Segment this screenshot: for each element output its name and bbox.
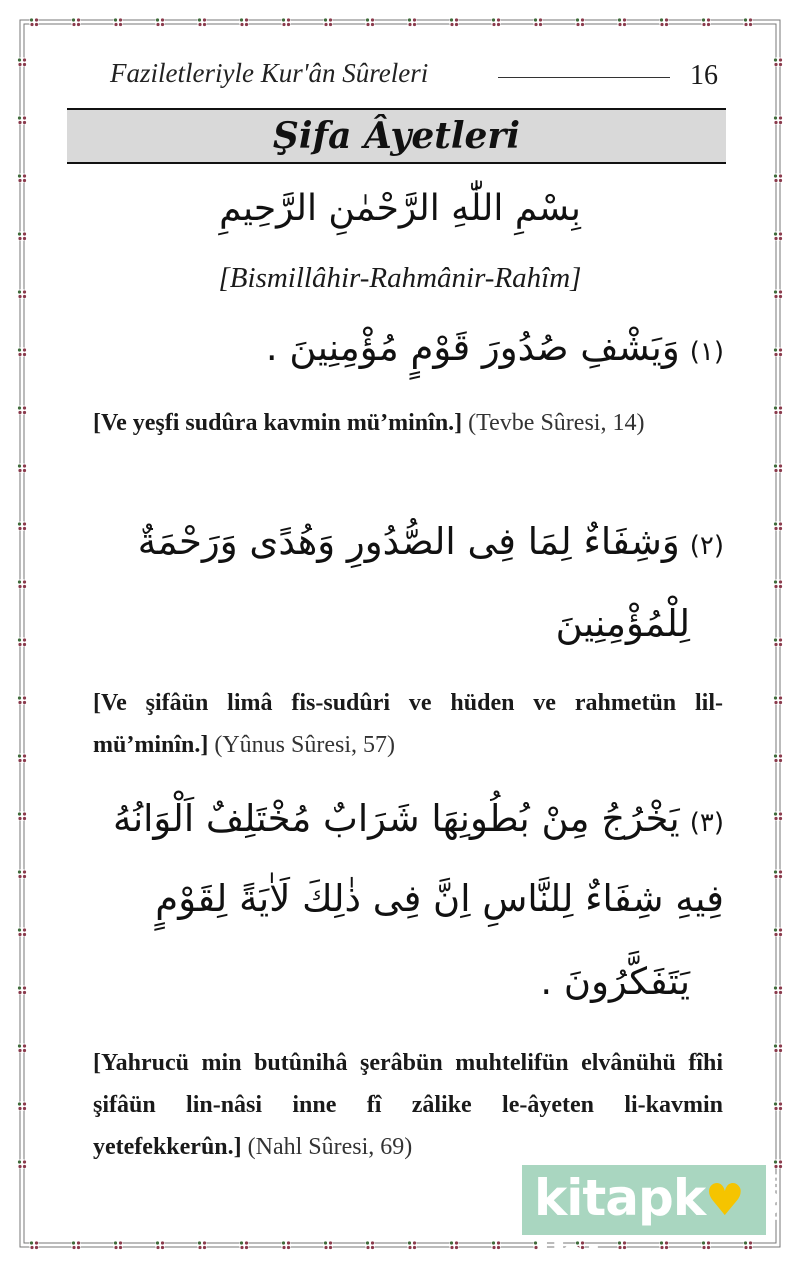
border-flower xyxy=(743,17,753,27)
border-flower xyxy=(533,17,543,27)
border-flower xyxy=(71,1240,81,1250)
border-flower xyxy=(17,1101,27,1111)
verse-2-transliteration: [Ve şifâün limâ fis-sudûri ve hüden ve rahmetün lil-mü’minîn.] (Yûnus Sûresi, 57) xyxy=(93,690,723,758)
border-flower xyxy=(323,1240,333,1250)
verse-2-number: (٢) xyxy=(689,531,724,561)
border-flower xyxy=(449,17,459,27)
border-flower xyxy=(17,463,27,473)
running-title: Faziletleriyle Kur'ân Sûreleri xyxy=(110,58,429,88)
border-flower xyxy=(17,695,27,705)
watermark-logo: kitapk♥lbi .com xyxy=(522,1165,766,1235)
border-flower xyxy=(659,17,669,27)
border-flower xyxy=(17,753,27,763)
border-flower xyxy=(17,869,27,879)
verse-3-arabic-line-3: يَتَفَكَّرُونَ . xyxy=(540,960,690,1003)
border-flower xyxy=(239,17,249,27)
border-flower xyxy=(491,17,501,27)
border-flower xyxy=(17,347,27,357)
border-flower xyxy=(197,17,207,27)
verse-3-arabic-line-2: فِيهِ شِفَاءٌ لِلنَّاسِ اِنَّ فِى ذٰلِكَ لَاٰيَةً لِقَوْمٍ xyxy=(155,877,724,920)
heart-icon: ♥ xyxy=(705,1175,744,1226)
page-number: 16 xyxy=(690,60,718,91)
border-flower xyxy=(29,1240,39,1250)
border-flower xyxy=(281,1240,291,1250)
border-flower xyxy=(197,1240,207,1250)
border-flower xyxy=(773,579,783,589)
border-flower xyxy=(773,405,783,415)
basmala-arabic: بِسْمِ اللّٰهِ الرَّحْمٰنِ الرَّحِيمِ xyxy=(219,188,581,229)
border-flower xyxy=(701,17,711,27)
border-flower xyxy=(773,811,783,821)
border-flower xyxy=(575,17,585,27)
border-flower xyxy=(155,17,165,27)
border-flower xyxy=(155,1240,165,1250)
border-flower xyxy=(365,1240,375,1250)
border-flower xyxy=(113,1240,123,1250)
border-flower xyxy=(17,521,27,531)
border-flower xyxy=(773,463,783,473)
border-flower xyxy=(281,17,291,27)
verse-3-arabic-line-1: (٣)يَخْرُجُ مِنْ بُطُونِهَا شَرَابٌ مُخْتَلِفٌ اَلْوَانُهُ xyxy=(113,797,724,840)
chapter-title: Şifa Âyetleri xyxy=(272,115,521,157)
border-flower xyxy=(773,637,783,647)
border-flower xyxy=(17,637,27,647)
border-flower xyxy=(773,347,783,357)
border-flower xyxy=(773,1159,783,1169)
border-flower xyxy=(17,985,27,995)
verse-2-arabic-line-2: لِلْمُؤْمِنِينَ xyxy=(555,602,690,645)
border-flower xyxy=(113,17,123,27)
verse-3-number: (٣) xyxy=(689,808,724,838)
border-flower xyxy=(773,753,783,763)
border-flower xyxy=(17,1043,27,1053)
border-flower xyxy=(449,1240,459,1250)
border-flower xyxy=(773,1043,783,1053)
border-flower xyxy=(17,115,27,125)
border-flower xyxy=(17,927,27,937)
verse-2-arabic-line-1: (٢)وَشِفَاءٌ لِمَا فِى الصُّدُورِ وَهُدًى وَرَحْمَةٌ xyxy=(137,520,724,563)
border-flower xyxy=(407,17,417,27)
border-flower xyxy=(617,17,627,27)
verse-1-transliteration: [Ve yeşfi sudûra kavmin mü’minîn.] (Tevbe Sûresi, 14) xyxy=(93,410,645,436)
border-flower xyxy=(17,173,27,183)
border-flower xyxy=(773,231,783,241)
verse-1-number: (١) xyxy=(689,337,724,367)
verse-1-arabic-line-1: (١)وَيَشْفِ صُدُورَ قَوْمٍ مُؤْمِنِينَ . xyxy=(265,326,724,369)
border-flower xyxy=(773,869,783,879)
border-flower xyxy=(773,173,783,183)
verse-3-source: (Nahl Sûresi, 69) xyxy=(247,1134,413,1160)
basmala-transliteration: [Bismillâhir-Rahmânir-Rahîm] xyxy=(218,262,582,294)
border-flower xyxy=(491,1240,501,1250)
border-flower xyxy=(17,57,27,67)
border-flower xyxy=(17,405,27,415)
border-flower xyxy=(365,17,375,27)
border-flower xyxy=(773,521,783,531)
header-rule xyxy=(498,77,670,78)
border-flower xyxy=(773,695,783,705)
border-flower xyxy=(773,115,783,125)
border-flower xyxy=(239,1240,249,1250)
verse-1-source: (Tevbe Sûresi, 14) xyxy=(468,410,645,436)
border-flower xyxy=(323,17,333,27)
border-flower xyxy=(17,811,27,821)
border-flower xyxy=(773,927,783,937)
border-flower xyxy=(773,1101,783,1111)
border-flower xyxy=(17,579,27,589)
border-flower xyxy=(71,17,81,27)
chapter-title-band xyxy=(67,108,726,164)
verse-3-transliteration: [Yahrucü min butûnihâ şerâbün muhtelifün elvânühü fîhi şifâün lin-nâsi inne fî zâlike le-âyeten li-kavmin yetefekkerûn.] (Nahl Sûresi, 69) xyxy=(93,1050,723,1160)
border-flower xyxy=(407,1240,417,1250)
border-flower xyxy=(17,1159,27,1169)
border-flower xyxy=(773,57,783,67)
border-flower xyxy=(17,231,27,241)
border-flower xyxy=(773,985,783,995)
verse-2-source: (Yûnus Sûresi, 57) xyxy=(214,732,396,758)
border-flower xyxy=(29,17,39,27)
